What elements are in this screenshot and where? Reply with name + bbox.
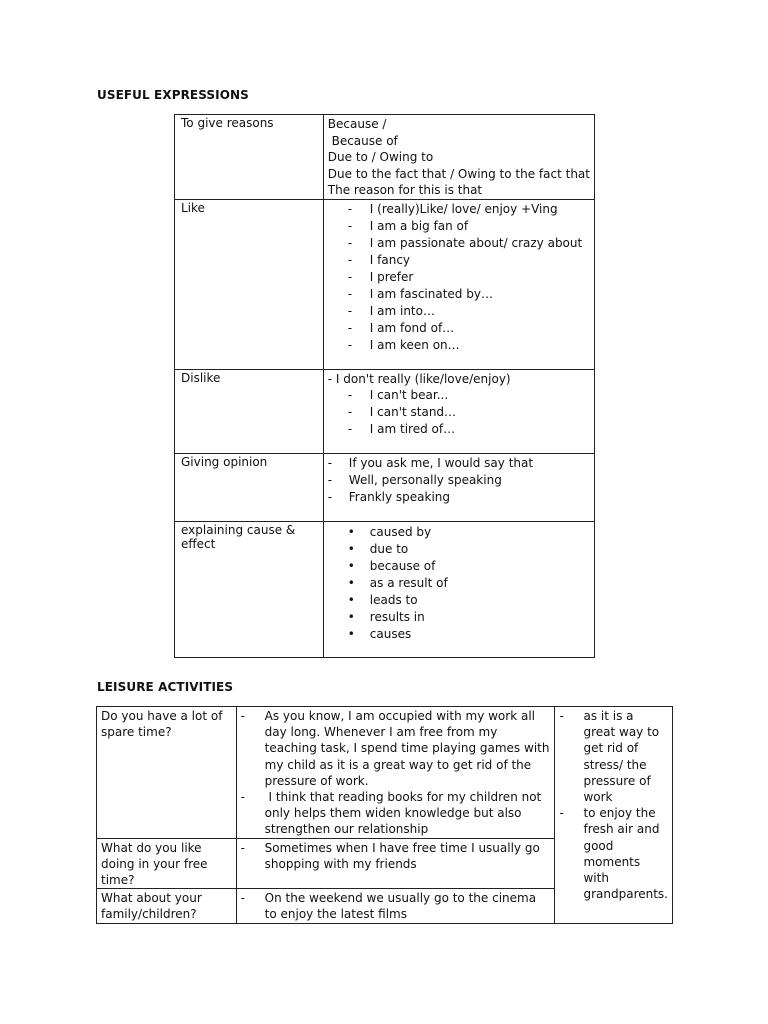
reason-item: - to enjoy the fresh air and good moments with grandparents. [559, 805, 668, 902]
list-item: - I can't stand… [328, 404, 590, 421]
list-item: • due to [328, 541, 590, 558]
expression-line: Due to / Owing to [327, 150, 434, 164]
useful-expressions-title: USEFUL EXPRESSIONS [97, 88, 249, 102]
expression-line: Because / [327, 117, 387, 131]
list-item: - I can't bear... [328, 387, 590, 404]
list-item: - I am a big fan of [328, 218, 590, 235]
list-item: - I am fascinated by… [328, 286, 590, 303]
expression-line: - I don't really (like/love/enjoy) [327, 371, 511, 386]
table-row [175, 521, 595, 657]
expression-line: The reason for this is that [327, 183, 483, 197]
expression-line: Due to the fact that / Owing to the fact that [327, 166, 590, 181]
question-cell: What about your family/children? [97, 888, 237, 923]
table-row [175, 199, 595, 369]
list-item: • causes [328, 626, 590, 643]
table-row [175, 369, 595, 453]
leisure-activities-title: LEISURE ACTIVITIES [97, 680, 234, 694]
dislike-cell [323, 369, 594, 453]
opinion-cell [323, 453, 594, 521]
useful-expressions-table [174, 114, 595, 658]
row-label: To give reasons [175, 115, 324, 200]
row-label: Dislike [175, 369, 324, 453]
answer-item: - As you know, I am occupied with my work all day long. Whenever I am free from my teaching task, I spend time playing games with my child as it is a great way to get rid of the pressure of work. [241, 708, 551, 789]
leisure-activities-table [96, 706, 673, 924]
answer-cell [236, 888, 555, 923]
answer-item: - Sometimes when I have free time I usually go shopping with my friends [241, 840, 551, 872]
cause-effect-cell [323, 521, 594, 657]
list-item: - I am passionate about/ crazy about [328, 235, 590, 252]
list-item: - I am tired of… [328, 421, 590, 438]
list-item: - Frankly speaking [328, 489, 590, 506]
list-item: - Well, personally speaking [328, 472, 590, 489]
expression-line: Because of [327, 133, 398, 148]
question-cell: What do you like doing in your free time? [97, 838, 237, 888]
table-row [175, 453, 595, 521]
table-row [97, 707, 673, 839]
list-item: - I fancy [328, 252, 590, 269]
list-item: • results in [328, 609, 590, 626]
answer-cell [236, 707, 555, 839]
reasons-cell [323, 115, 594, 200]
table-row [175, 115, 595, 200]
list-item: - I am into… [328, 303, 590, 320]
list-item: - If you ask me, I would say that [328, 455, 590, 472]
list-item: • leads to [328, 592, 590, 609]
answer-item: - I think that reading books for my children not only helps them widen knowledge but also strengthen our relationship [241, 789, 551, 838]
list-item: • as a result of [328, 575, 590, 592]
row-label: Like [175, 199, 324, 369]
list-item: • caused by [328, 524, 590, 541]
list-item: - I am fond of… [328, 320, 590, 337]
question-cell: Do you have a lot of spare time? [97, 707, 237, 839]
list-item: - I (really)Like/ love/ enjoy +Ving [328, 201, 590, 218]
reasons-column [555, 707, 673, 924]
list-item: • because of [328, 558, 590, 575]
reason-item: - as it is a great way to get rid of stress/ the pressure of work [559, 708, 668, 805]
list-item: - I am keen on… [328, 337, 590, 354]
answer-item: - On the weekend we usually go to the cinema to enjoy the latest films [241, 890, 551, 922]
row-label: explaining cause & effect [175, 521, 324, 657]
answer-cell [236, 838, 555, 888]
list-item: - I prefer [328, 269, 590, 286]
like-cell [323, 199, 594, 369]
row-label: Giving opinion [175, 453, 324, 521]
